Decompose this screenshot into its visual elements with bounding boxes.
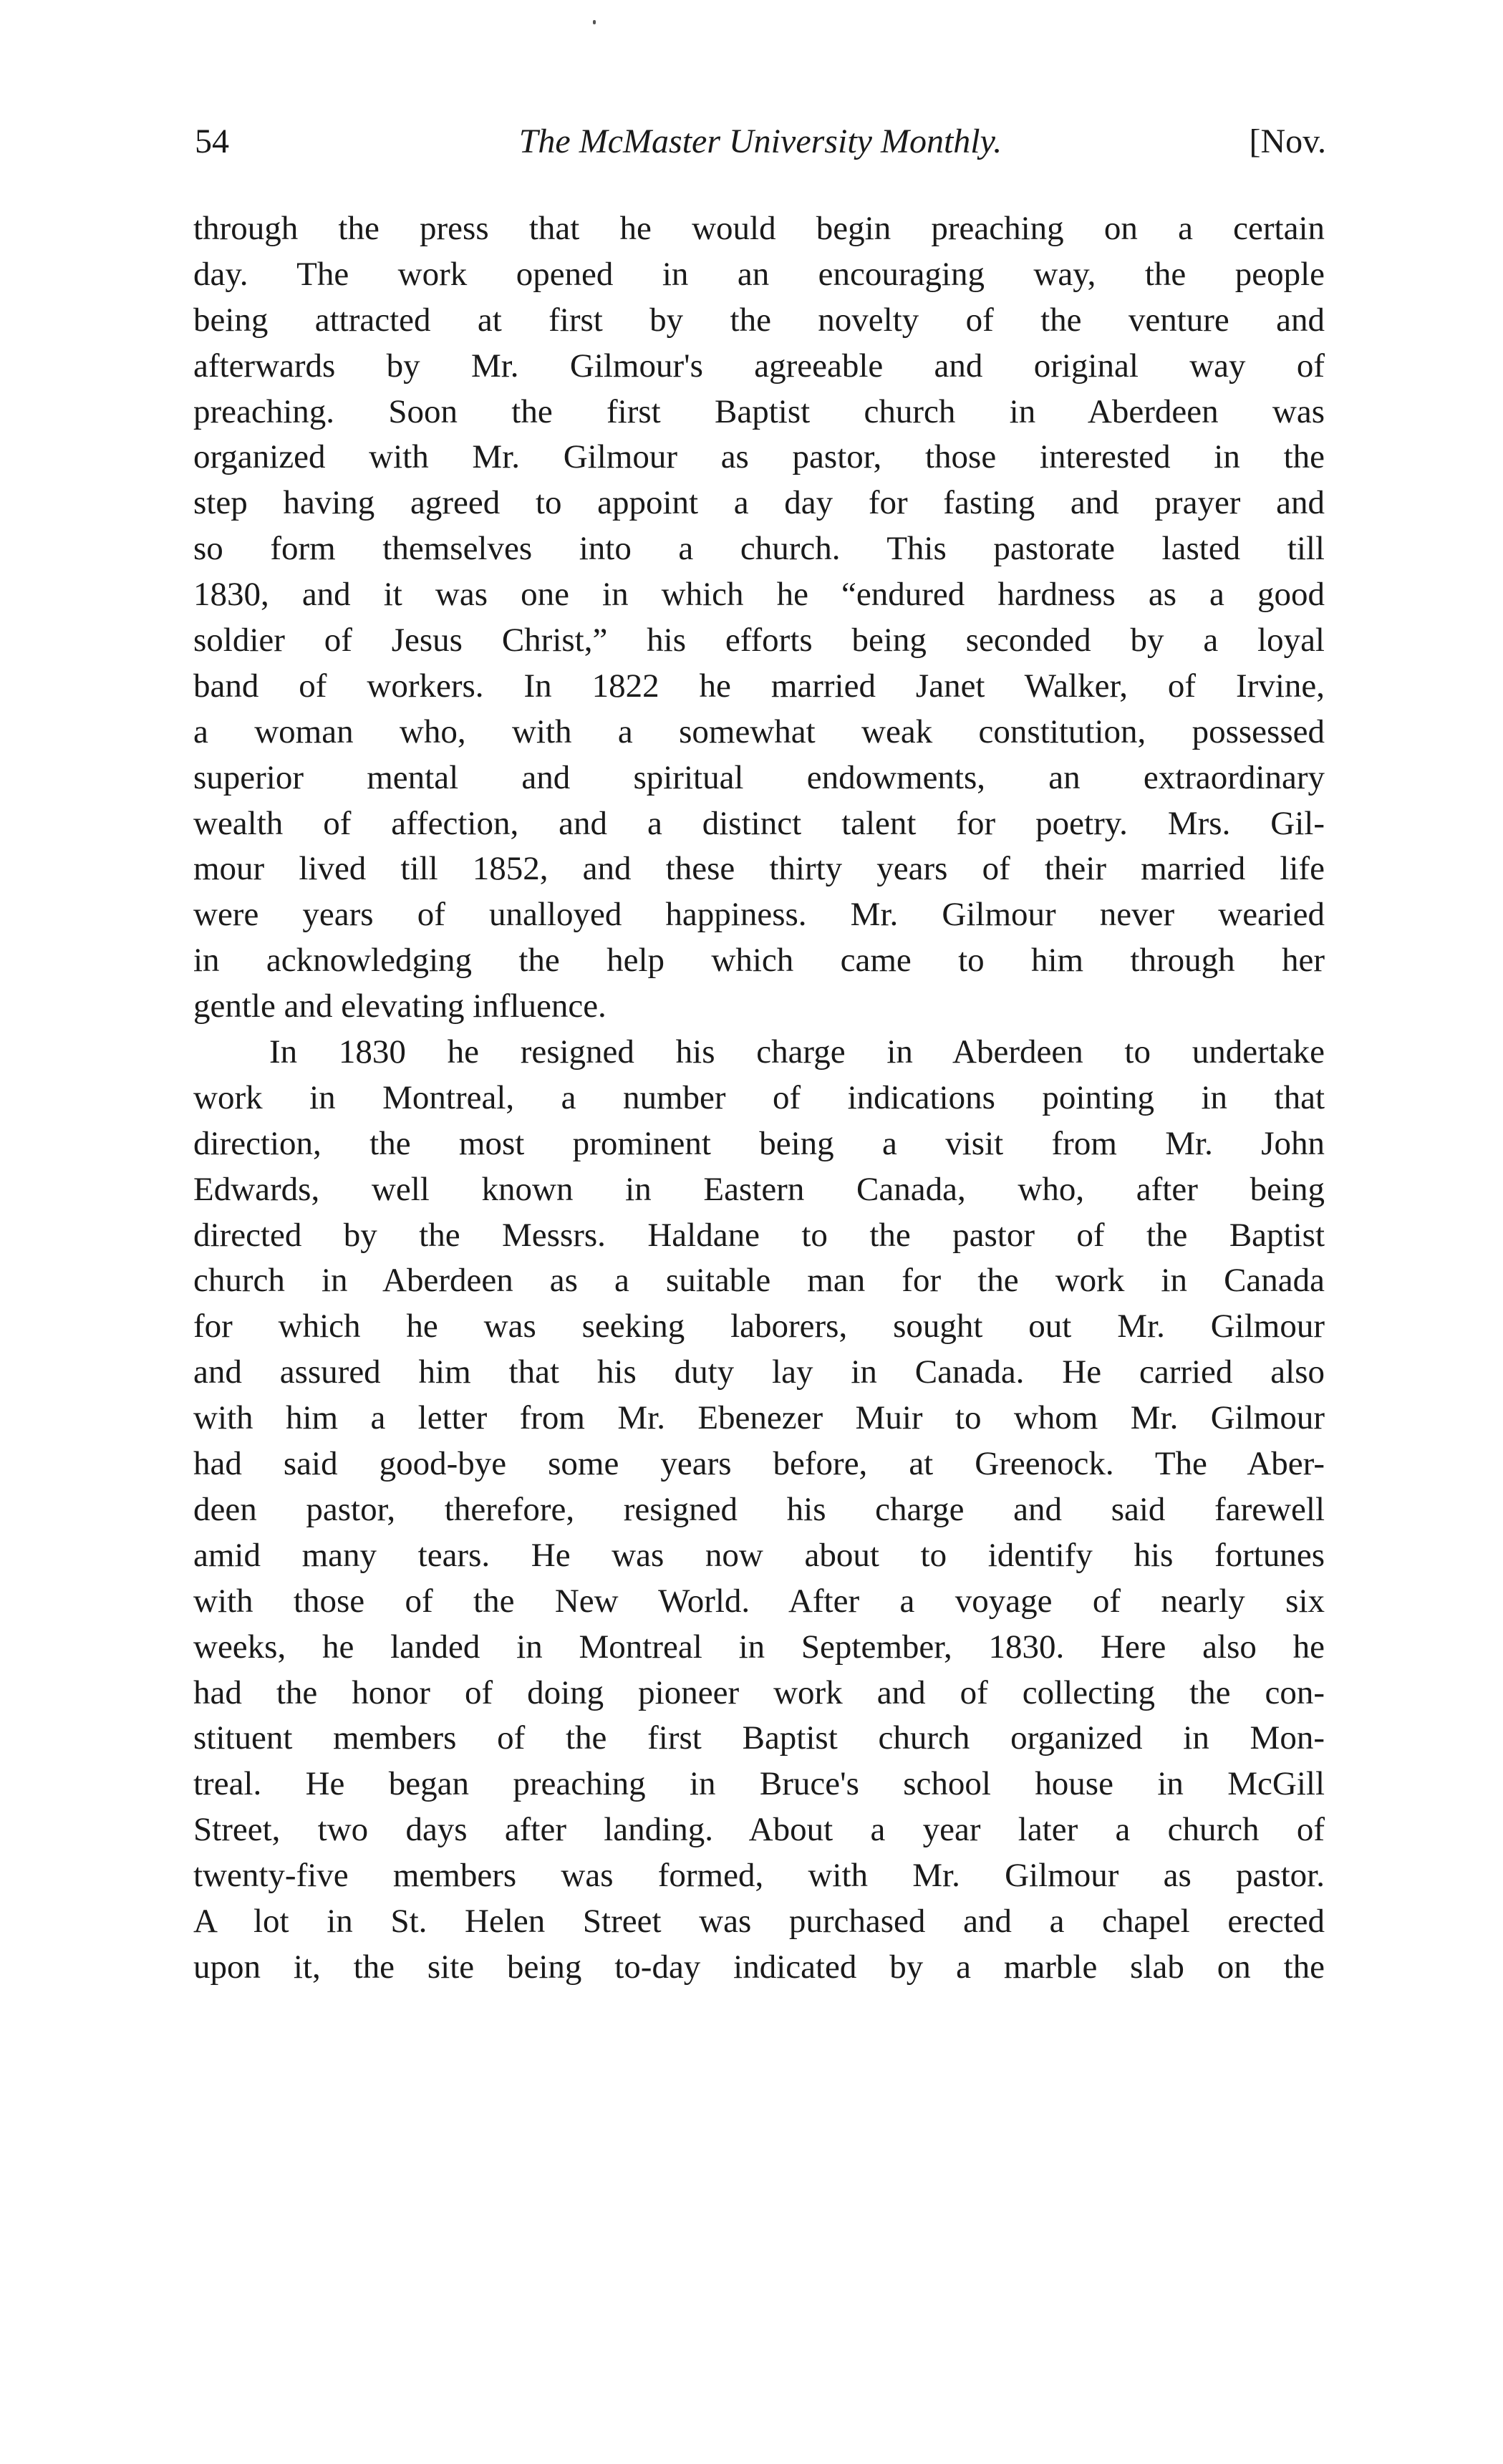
text-line: so form themselves into a church. This pastorate lasted till xyxy=(193,530,1325,568)
text-line: a woman who, with a somewhat weak constitution, possessed xyxy=(193,712,1325,750)
text-line: Edwards, well known in Eastern Canada, who, after being xyxy=(193,1170,1325,1208)
text-line: through the press that he would begin preaching on a certain xyxy=(193,210,1325,247)
text-line: amid many tears. He was now about to identify his fortunes xyxy=(193,1536,1325,1574)
text-line: directed by the Messrs. Haldane to the pastor of the Baptist xyxy=(193,1216,1325,1254)
text-line: In 1830 he resigned his charge in Aberdeen to undertake xyxy=(269,1033,1325,1071)
text-line: with those of the New World. After a voyage of nearly six xyxy=(193,1582,1325,1620)
text-line: upon it, the site being to-day indicated by a marble slab on the xyxy=(193,1948,1325,1986)
text-line: day. The work opened in an encouraging way, the people xyxy=(193,255,1325,293)
text-line: organized with Mr. Gilmour as pastor, those interested in the xyxy=(193,438,1325,476)
text-line: for which he was seeking laborers, sought out Mr. Gilmour xyxy=(193,1308,1325,1345)
text-line: church in Aberdeen as a suitable man for the work in Canada xyxy=(193,1262,1325,1300)
text-line: gentle and elevating influence. xyxy=(193,987,606,1025)
page-header xyxy=(195,122,1326,172)
text-line: soldier of Jesus Christ,” his efforts being seconded by a loyal xyxy=(193,622,1325,660)
ink-speck xyxy=(593,20,596,24)
text-line: band of workers. In 1822 he married Janet Walker, of Irvine, xyxy=(193,667,1325,705)
text-line: 1830, and it was one in which he “endured hardness as a good xyxy=(193,576,1325,614)
page-number: 54 xyxy=(195,122,229,160)
text-line: preaching. Soon the first Baptist church in Aberdeen was xyxy=(193,392,1325,430)
text-line: work in Montreal, a number of indications pointing in that xyxy=(193,1078,1325,1116)
text-line: Street, two days after landing. About a year later a church of xyxy=(193,1811,1325,1849)
text-line: had the honor of doing pioneer work and of collecting the con- xyxy=(193,1673,1325,1711)
text-line: in acknowledging the help which came to him through her xyxy=(193,942,1325,980)
text-line: treal. He began preaching in Bruce's school house in McGill xyxy=(193,1765,1325,1803)
text-line: step having agreed to appoint a day for fasting and prayer and xyxy=(193,484,1325,522)
text-line: with him a letter from Mr. Ebenezer Muir to whom Mr. Gilmour xyxy=(193,1399,1325,1437)
text-line: A lot in St. Helen Street was purchased and a chapel erected xyxy=(193,1902,1325,1940)
text-line: afterwards by Mr. Gilmour's agreeable and original way of xyxy=(193,347,1325,385)
running-title: The McMaster University Monthly. xyxy=(518,122,1002,160)
text-line: direction, the most prominent being a visit from Mr. John xyxy=(193,1124,1325,1162)
header-month: [Nov. xyxy=(1249,122,1326,160)
text-line: stituent members of the first Baptist church organized in Mon- xyxy=(193,1719,1325,1757)
text-line: and assured him that his duty lay in Canada. He carried also xyxy=(193,1353,1325,1391)
text-line: twenty-five members was formed, with Mr. Gilmour as pastor. xyxy=(193,1857,1325,1895)
text-line: deen pastor, therefore, resigned his charge and said farewell xyxy=(193,1490,1325,1528)
text-line: weeks, he landed in Montreal in September, 1830. Here also he xyxy=(193,1628,1325,1666)
text-line: wealth of affection, and a distinct talent for poetry. Mrs. Gil- xyxy=(193,804,1325,842)
text-line: superior mental and spiritual endowments, an extraordinary xyxy=(193,758,1325,796)
text-line: had said good-bye some years before, at Greenock. The Aber- xyxy=(193,1445,1325,1483)
text-line: mour lived till 1852, and these thirty years of their married life xyxy=(193,850,1325,888)
body-text xyxy=(193,206,1325,1991)
text-line: being attracted at first by the novelty of the venture and xyxy=(193,301,1325,339)
text-line: were years of unalloyed happiness. Mr. Gilmour never wearied xyxy=(193,896,1325,934)
